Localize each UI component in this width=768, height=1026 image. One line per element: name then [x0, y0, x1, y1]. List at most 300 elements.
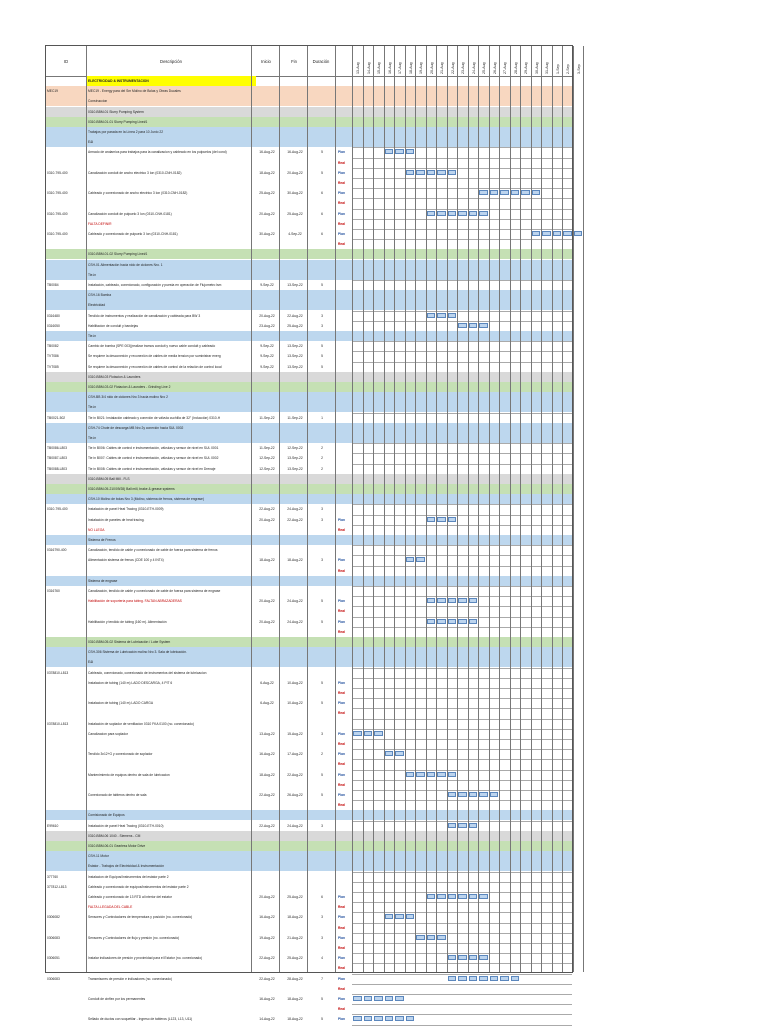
- task-start: 20-Aug-22: [259, 313, 275, 318]
- gantt-bar: [385, 996, 394, 1001]
- task-description: Habilitación de soportería para tubing. FALTAN ABRAZADERAS: [88, 599, 182, 604]
- task-description: Tie in B007: Cables de control e instrumentación, válvulas y sensor de nivel en SUL 0002: [88, 456, 219, 461]
- task-start: [253, 637, 281, 647]
- task-end: 16-Aug-22: [287, 150, 303, 155]
- task-start: [253, 647, 281, 657]
- task-row: [46, 464, 572, 474]
- task-row: [46, 984, 572, 994]
- task-duration: 5: [321, 1017, 323, 1022]
- task-id: 0316790-400: [47, 548, 67, 553]
- task-row: [46, 137, 572, 147]
- task-end: [281, 260, 309, 270]
- task-id: [47, 902, 87, 912]
- task-id: 0310-795-400: [47, 191, 68, 196]
- gantt-bar: [500, 190, 509, 195]
- gantt-bar: [458, 211, 467, 216]
- gantt-bar: [416, 772, 425, 777]
- task-end: 18-Aug-22: [287, 558, 303, 563]
- task-row: [46, 219, 572, 229]
- task-start: [253, 872, 281, 882]
- task-id: [47, 729, 87, 739]
- task-row: [46, 647, 572, 657]
- task-end: [281, 423, 309, 433]
- task-duration: 2: [321, 456, 323, 461]
- task-id: [47, 576, 87, 586]
- task-mode-plan: Plan: [338, 680, 345, 685]
- date-header-9: 22-Aug: [450, 62, 455, 74]
- date-header-0: 13-Aug: [356, 62, 360, 74]
- date-divider-5: [405, 46, 406, 972]
- task-row: [46, 494, 572, 504]
- task-start: [253, 372, 281, 382]
- task-duration: 5: [321, 680, 323, 685]
- task-duration: [309, 219, 335, 229]
- task-start: 22-Aug-22: [259, 793, 275, 797]
- task-row: [46, 290, 572, 300]
- header-row: [46, 46, 581, 77]
- gantt-bar: [469, 792, 478, 797]
- task-row: [46, 433, 572, 443]
- task-end: [281, 566, 309, 576]
- date-divider-15: [510, 46, 511, 972]
- gantt-bar: [479, 976, 488, 981]
- task-id: TB0082: [47, 344, 59, 349]
- task-duration: [309, 657, 335, 667]
- gantt-bar: [374, 1016, 383, 1021]
- task-duration: [309, 494, 335, 504]
- gantt-bar: [427, 170, 436, 175]
- gantt-bar: [448, 823, 457, 828]
- task-mode-real: Real: [338, 242, 345, 247]
- task-id: [47, 800, 87, 810]
- gantt-bar: [479, 190, 488, 195]
- task-row: [46, 912, 572, 922]
- task-row: [46, 637, 572, 647]
- task-duration: [309, 1004, 335, 1014]
- task-mode-real: Real: [338, 527, 345, 532]
- task-description: Sensores y Controladores de temperatura y posición (no. conexionado): [88, 915, 193, 920]
- task-end: [281, 943, 309, 953]
- task-description: Instalar indicadores de presión y proximidad para el Estator (no. conexionado): [88, 956, 203, 961]
- task-start: [253, 545, 281, 555]
- task-duration: [309, 107, 335, 117]
- task-start: [253, 984, 281, 994]
- task-start: 11-Sep-22: [259, 415, 275, 420]
- task-id: [47, 198, 87, 208]
- task-description: [88, 963, 250, 973]
- task-id: 377760: [47, 874, 59, 879]
- task-start: 18-Aug-22: [259, 558, 275, 563]
- task-duration: [309, 923, 335, 933]
- task-end: [281, 1004, 309, 1014]
- task-id: 0316050: [47, 323, 60, 328]
- task-duration: 3: [321, 823, 323, 828]
- task-row: [46, 739, 572, 749]
- date-divider-16: [520, 46, 521, 972]
- task-row: [46, 1014, 572, 1024]
- task-end: 11-Sep-22: [287, 415, 303, 420]
- task-duration: 6: [321, 895, 323, 899]
- task-description: Habilitación y tendido de tubing (160 m). Alimentación: [88, 619, 167, 624]
- task-duration: [309, 382, 335, 392]
- task-row: [46, 851, 572, 861]
- task-description: Instalacion de Equipos/Instrumentos del estator parte 2: [88, 874, 169, 879]
- task-row: [46, 770, 572, 780]
- task-start: [253, 382, 281, 392]
- task-description: E&I: [88, 660, 94, 665]
- task-id: [47, 984, 87, 994]
- task-row: [46, 402, 572, 412]
- gantt-bar: [448, 211, 457, 216]
- task-duration: 5: [321, 772, 323, 777]
- task-description: [88, 198, 250, 208]
- task-mode-plan: Plan: [338, 599, 345, 604]
- gantt-bar: [448, 598, 457, 603]
- task-description: [88, 800, 250, 810]
- task-description: 0310-BBM-06-01 Gearless Motor Drive: [88, 844, 146, 848]
- task-end: [281, 219, 309, 229]
- task-row: [46, 147, 572, 157]
- gantt-bar: [437, 894, 446, 899]
- task-start: [253, 841, 281, 851]
- task-start: [253, 249, 281, 259]
- task-row: [46, 239, 572, 249]
- task-row: [46, 504, 572, 514]
- task-duration: [309, 290, 335, 300]
- task-row: [46, 117, 572, 127]
- task-description: Canalización conduit de ancho electrico 3 Ion (0310-CNH-0182): [88, 170, 182, 175]
- date-header-19: 1-Sep: [555, 64, 560, 74]
- task-start: [253, 270, 281, 280]
- task-duration: 3: [321, 558, 323, 563]
- task-end: [281, 484, 309, 494]
- task-row: [46, 953, 572, 963]
- gantt-bar: [395, 996, 404, 1001]
- task-end: [281, 158, 309, 168]
- task-duration: [309, 249, 335, 259]
- task-description: Conduit de cinflex por los permanentes: [88, 997, 146, 1001]
- date-header-12: 25-Aug: [482, 62, 486, 74]
- task-duration: [309, 300, 335, 310]
- task-description: [88, 627, 250, 637]
- task-start: [253, 810, 281, 820]
- task-id: [47, 392, 87, 402]
- task-mode-real: Real: [338, 221, 345, 226]
- task-row: [46, 260, 572, 270]
- date-divider-4: [394, 46, 395, 972]
- task-id: [47, 596, 87, 606]
- task-duration: 5: [321, 997, 323, 1001]
- task-duration: [309, 810, 335, 820]
- task-start: [253, 668, 281, 678]
- task-id: TB0084: [47, 283, 59, 287]
- task-duration: [309, 137, 335, 147]
- task-description: Tie in B006: Cables de control e instrumentación, válvulas y sensor de nivel en SUL 0001: [88, 446, 219, 451]
- task-description: Canalización conduit de pulpuelo 3 Ion (0310-CNH-0181): [88, 211, 172, 216]
- task-end: [281, 902, 309, 912]
- date-divider-1: [363, 46, 364, 972]
- task-description: [88, 178, 250, 188]
- gantt-bar: [427, 517, 436, 522]
- gantt-bar: [490, 792, 499, 797]
- task-duration: [309, 708, 335, 718]
- task-row: [46, 831, 572, 841]
- task-id: 0306083: [47, 935, 60, 940]
- gantt-bar: [458, 955, 467, 960]
- col-divider-3: [307, 46, 308, 972]
- task-duration: [309, 545, 335, 555]
- gantt-bar: [353, 1016, 362, 1021]
- date-header-10: 23-Aug: [461, 62, 465, 74]
- task-row: [46, 300, 572, 310]
- task-mode-real: Real: [338, 742, 345, 746]
- task-mode-real: Real: [338, 986, 345, 991]
- task-row: [46, 729, 572, 739]
- task-description: Instalacion de tubing (140 m) LADO DESCARGA, 4 PIT 6: [88, 680, 173, 685]
- gantt-bar: [406, 557, 415, 562]
- task-description: Tie-in: [88, 334, 97, 338]
- task-rows: [46, 76, 572, 1022]
- task-duration: [309, 831, 335, 841]
- gantt-bar: [490, 976, 499, 981]
- task-description: Canalizacion para soplador: [88, 731, 128, 736]
- gantt-bar: [448, 792, 457, 797]
- task-description: [88, 923, 250, 933]
- task-description: [88, 984, 250, 994]
- task-end: [281, 545, 309, 555]
- task-start: 25-Aug-22: [259, 191, 275, 196]
- task-start: [253, 290, 281, 300]
- gantt-bar: [406, 914, 415, 919]
- task-id: [47, 260, 87, 270]
- task-row: [46, 484, 572, 494]
- gantt-bar: [395, 914, 404, 919]
- col-divider-2: [279, 46, 280, 972]
- task-id: [47, 657, 87, 667]
- task-id: [47, 117, 87, 127]
- task-start: [253, 851, 281, 861]
- task-duration: 1: [321, 415, 323, 420]
- task-id: [47, 943, 87, 953]
- date-divider-0: [352, 46, 353, 972]
- task-duration: 3: [321, 517, 323, 522]
- task-id: [47, 147, 87, 157]
- task-row: [46, 719, 572, 729]
- task-id: [47, 555, 87, 565]
- date-header-13: 26-Aug: [492, 62, 497, 74]
- task-duration: 5: [321, 793, 323, 797]
- task-end: [281, 759, 309, 769]
- task-description: Estator - Trabajos de Electricidad & Instrumentación: [88, 864, 165, 869]
- task-id: [47, 270, 87, 280]
- task-row: [46, 351, 572, 361]
- task-start: 20-Aug-22: [259, 895, 275, 899]
- task-id: [47, 178, 87, 188]
- gantt-bar: [395, 149, 404, 154]
- task-start: 14-Aug-22: [259, 1017, 275, 1022]
- task-duration: 3: [321, 323, 323, 328]
- task-end: [281, 739, 309, 749]
- task-description: Electricidad: [88, 303, 106, 308]
- task-duration: [309, 535, 335, 545]
- gantt-bar: [406, 772, 415, 777]
- task-id: [47, 402, 87, 412]
- task-description: CSH-306 Sistema de Lubricación molino Nro 3. Sala de lubricación.: [88, 650, 187, 655]
- task-start: 6-Aug-22: [260, 680, 274, 685]
- task-id: [47, 433, 87, 443]
- task-row: [46, 158, 572, 168]
- task-row: [46, 657, 572, 667]
- task-row: [46, 698, 572, 708]
- task-id: [47, 831, 87, 841]
- task-id: [47, 423, 87, 433]
- gantt-bar: [458, 894, 467, 899]
- task-id: [47, 300, 87, 310]
- task-description: [88, 688, 250, 698]
- date-header-20: 2-Sep: [566, 64, 570, 74]
- task-description: Construccion: [88, 99, 108, 104]
- task-end: [281, 984, 309, 994]
- task-description: [88, 780, 250, 790]
- gantt-bar: [437, 772, 446, 777]
- task-end: 30-Aug-22: [287, 191, 303, 196]
- task-duration: 5: [321, 701, 323, 706]
- task-duration: 5: [321, 150, 323, 155]
- task-id: [47, 1014, 87, 1024]
- task-start: [253, 260, 281, 270]
- task-description: Se requiere la desconexión y reconexión de cables de control de la relación de control local: [88, 364, 222, 369]
- date-header-16: 29-Aug: [524, 62, 528, 74]
- task-duration: 5: [321, 354, 323, 359]
- task-mode-real: Real: [338, 762, 345, 767]
- task-duration: [309, 647, 335, 657]
- task-row: [46, 882, 572, 892]
- task-id: [47, 219, 87, 229]
- task-end: 25-Aug-22: [287, 211, 303, 216]
- task-row: [46, 96, 572, 106]
- gantt-sheet: [45, 45, 581, 1022]
- task-end: [281, 290, 309, 300]
- task-duration: 2: [321, 446, 323, 451]
- task-end: [281, 831, 309, 841]
- task-row: [46, 209, 572, 219]
- task-description: 0310-BBM-03 Flotacion & Launders: [88, 374, 141, 379]
- task-mode-plan: Plan: [338, 517, 345, 522]
- task-mode-plan: Plan: [338, 558, 345, 563]
- task-id: 0310-795-400: [47, 507, 68, 512]
- task-description: Transmisores de presión e indicadores (no. conexionado): [88, 976, 172, 981]
- task-id: 0378810-L813: [47, 721, 69, 726]
- task-duration: [309, 872, 335, 882]
- task-description: FALTA LLEGADA DEL CABLE: [88, 905, 133, 910]
- gantt-bar: [448, 517, 457, 522]
- task-duration: [309, 423, 335, 433]
- task-duration: [309, 984, 335, 994]
- gantt-bar: [458, 323, 467, 328]
- task-start: [253, 606, 281, 616]
- task-description: Cableado, conexionado, conexionado de instrumentos del sistema de lubricacion: [88, 670, 207, 675]
- task-description: Alimentación sistema de frenos (CDE 100 y 4 INT4): [88, 558, 164, 563]
- task-row: [46, 821, 572, 831]
- date-divider-6: [415, 46, 416, 972]
- task-row: [46, 188, 572, 198]
- col-desc-header: Descripción: [160, 59, 182, 64]
- task-row: [86, 76, 256, 86]
- task-description: Tie in B008: Cables de control e instrumentación, válvulas y sensor de nivel en Drenaje: [88, 466, 216, 471]
- task-id: MEC19: [47, 89, 58, 94]
- task-row: [46, 362, 572, 372]
- date-header-8: 21-Aug: [440, 62, 444, 74]
- task-end: [281, 137, 309, 147]
- task-start: [253, 137, 281, 147]
- task-description: Tie in B021: Instalación cableado y conexión de válvula cuchilla de 32" (Inducción) 0310-H: [88, 415, 221, 420]
- task-row: [46, 249, 572, 259]
- task-description: CSH-10 Molino de bolas Nro 3 (Molino, sistema de frenos, sistema de engrase): [88, 497, 204, 502]
- task-end: [281, 719, 309, 729]
- task-description: Canalización, tendido de cable y conexionado de cable de fuerza para sistema de engrase: [88, 589, 221, 593]
- task-end: 26-Aug-22: [287, 793, 303, 797]
- task-duration: [309, 586, 335, 596]
- task-duration: 6: [321, 191, 323, 196]
- task-end: 24-Aug-22: [287, 599, 303, 604]
- task-duration: 3: [321, 507, 323, 512]
- task-duration: [309, 902, 335, 912]
- gantt-bar: [458, 619, 467, 624]
- task-id: [47, 474, 87, 484]
- gantt-bar: [395, 1016, 404, 1021]
- gantt-bar: [395, 751, 404, 756]
- task-duration: 5: [321, 283, 323, 287]
- task-description: 0310-BBM-05-02 Sistema de Lubricación / Lube System: [88, 640, 171, 644]
- task-end: [281, 107, 309, 117]
- task-start: 16-Aug-22: [259, 997, 275, 1001]
- task-row: [46, 198, 572, 208]
- gantt-bar: [437, 598, 446, 603]
- task-mode-plan: Plan: [338, 619, 345, 624]
- gantt-bar: [469, 323, 478, 328]
- task-end: 13-Sep-22: [287, 466, 303, 471]
- task-mode-plan: Plan: [338, 935, 345, 940]
- task-description: Cableado y conexionado de 13 RTD al interior del estator: [88, 895, 172, 899]
- task-row: [46, 229, 572, 239]
- task-row: [46, 974, 572, 984]
- task-end: 22-Aug-22: [287, 772, 303, 777]
- date-divider-10: [457, 46, 458, 972]
- date-divider-22: [583, 46, 584, 972]
- task-id: [47, 290, 87, 300]
- task-row: [46, 545, 572, 555]
- task-duration: [309, 637, 335, 647]
- task-id: 0316480: [47, 313, 60, 318]
- gantt-bar: [448, 955, 457, 960]
- task-description: Cableado y conexionado de ancho electrico 3 Ion (0310-CNH-0182): [88, 191, 188, 196]
- task-description: [88, 943, 250, 953]
- task-mode-plan: Plan: [338, 1017, 345, 1022]
- task-row: [46, 708, 572, 718]
- task-end: 25-Aug-22: [287, 323, 303, 328]
- task-id: 0378810-L813: [47, 670, 69, 675]
- task-mode-real: Real: [338, 905, 345, 910]
- task-end: [281, 494, 309, 504]
- date-header-3: 16-Aug: [387, 62, 392, 74]
- task-description: CSH-74 Chute de descarga MB Nro 2y conexión hacia SUL 0002: [88, 425, 184, 430]
- col-divider-0: [86, 46, 87, 972]
- task-id: [47, 963, 87, 973]
- gantt-bar: [448, 976, 457, 981]
- task-id: [47, 739, 87, 749]
- task-row: [46, 555, 572, 565]
- task-end: 24-Aug-22: [287, 619, 303, 624]
